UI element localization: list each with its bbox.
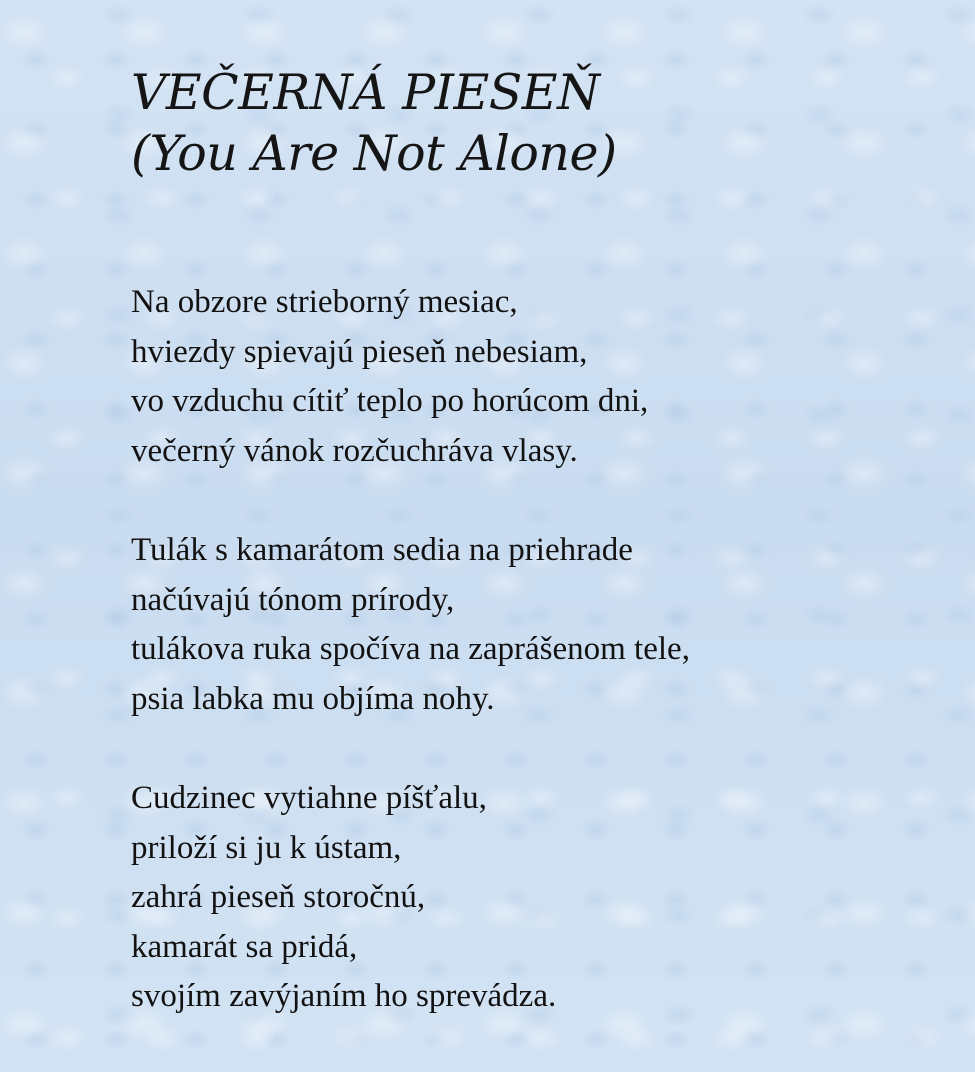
poem-body	[131, 278, 951, 1022]
poem-line: psia labka mu objíma nohy.	[131, 680, 495, 717]
poem-line: hviezdy spievajú pieseň nebesiam,	[131, 333, 588, 370]
poem-line: načúvajú tónom prírody,	[131, 581, 455, 618]
stanza-1	[131, 278, 951, 476]
poem-line: tulákova ruka spočíva na zaprášenom tele,	[131, 631, 690, 667]
poem-title-line-2: (You Are Not Alone)	[131, 125, 617, 182]
poem-line: Tulák s kamarátom sedia na priehrade	[131, 532, 633, 568]
poem-title	[131, 62, 951, 184]
poem-line: Na obzore strieborný mesiac,	[131, 284, 518, 320]
poem-line: svojím zavýjaním ho sprevádza.	[131, 978, 557, 1014]
poem-line: Cudzinec vytiahne píšťalu,	[131, 780, 487, 816]
stanza-2	[131, 526, 951, 724]
poem-title-line-1: VEČERNÁ PIESEŇ	[131, 64, 600, 121]
poem-line: priloží si ju k ústam,	[131, 829, 402, 866]
poem-line: kamarát sa pridá,	[131, 928, 358, 965]
poem-line: zahrá pieseň storočnú,	[131, 879, 426, 915]
poem-line: večerný vánok rozčuchráva vlasy.	[131, 432, 578, 469]
stanza-3	[131, 774, 951, 1022]
document-page	[131, 62, 951, 1072]
poem-line: vo vzduchu cítiť teplo po horúcom dni,	[131, 383, 649, 419]
